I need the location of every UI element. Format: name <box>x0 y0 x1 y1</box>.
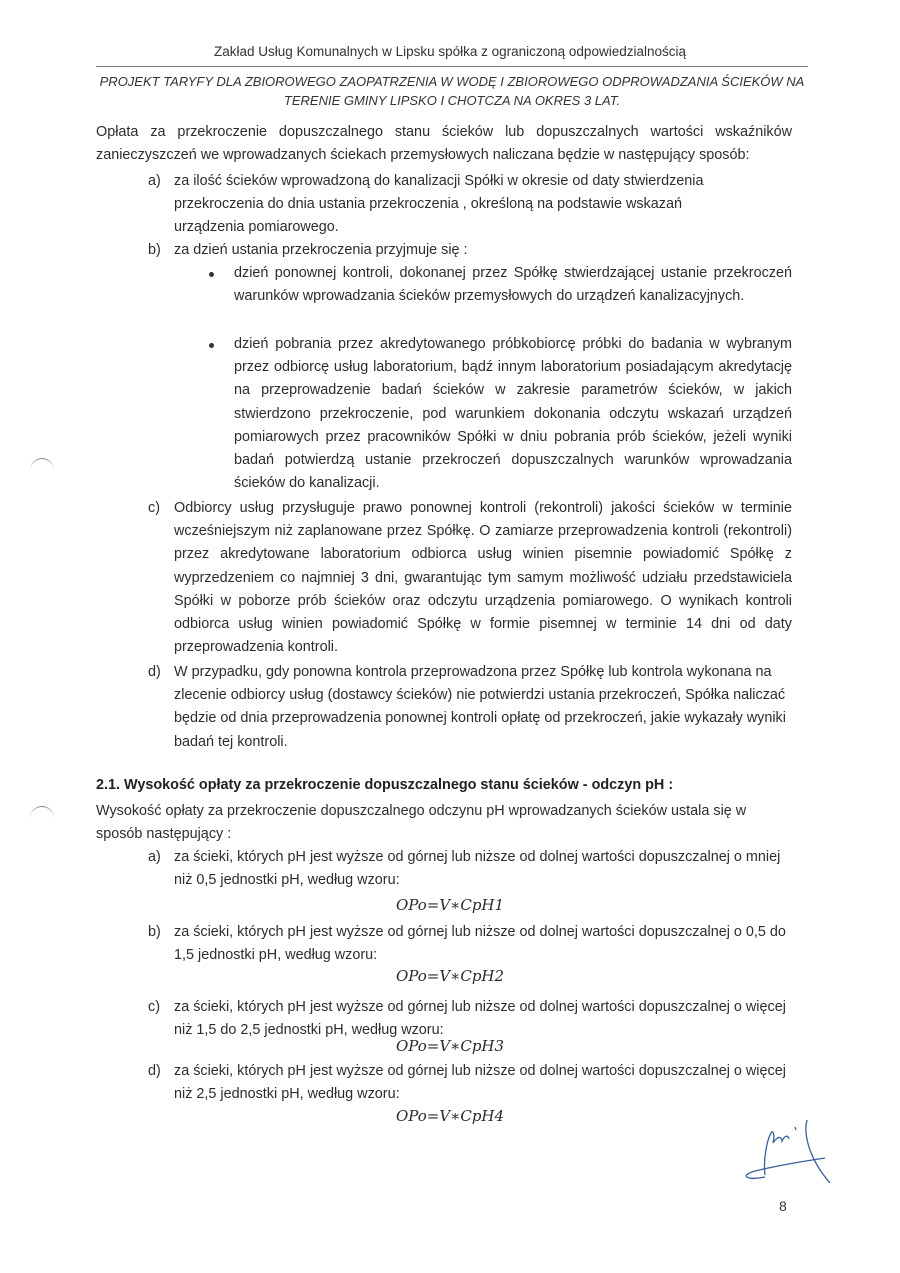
header-project-line-2: TERENIE GMINY LIPSKO I CHOTCZA NA OKRES 3 LAT. <box>283 93 621 108</box>
header-project-line-1: PROJEKT TARYFY DLA ZBIOROWEGO ZAOPATRZENIA W WODĘ I ZBIOROWEGO ODPROWADZANIA ŚCIEKÓW NA <box>99 74 805 89</box>
list-marker: d) <box>148 1063 161 1079</box>
list-marker: b) <box>148 242 161 258</box>
list-item-text: za dzień ustania przekroczenia przyjmuje się : <box>174 242 468 258</box>
list-item <box>96 239 792 262</box>
list-marker: a) <box>148 173 161 189</box>
list-item-text: za ścieki, których pH jest wyższe od górnej lub niższe od dolnej wartości dopuszczalnej o mniej niż 0,5 jednostki pH, według wzoru: <box>174 849 781 889</box>
list-item <box>96 170 792 240</box>
list-item-text: za ścieki, których pH jest wyższe od górnej lub niższe od dolnej wartości dopuszczalnej o 0,5 do 1,5 jednostki pH, według wzoru: <box>174 924 786 964</box>
bullet-text: dzień ponownej kontroli, dokonanej przez Spółkę stwierdzającej ustanie przekroczeń warunków wprowadzania ścieków przemysłowych do urządzeń kanalizacyjnych. <box>234 265 792 305</box>
list-item <box>96 996 792 1042</box>
bullet-text: dzień pobrania przez akredytowanego próbkobiorcę próbki do badania w wybranym przez odbiorcę usług laboratorium, bądź innym laboratorium posiadającym akredytację na przeprowadzenie badań ścieków w zakresie parametrów ścieków, w jakich stwierdzono przekroczenie, pod warunkiem dokonania odczytu wskazań urządzeń pomiarowych przez pracowników Spółki w dniu pobrania prób ścieków, jeżeli wyniki badań potwierdzą ustanie przekroczeń dopuszczalnych warunków wprowadzania ścieków do kanalizacji. <box>234 336 792 492</box>
formula-cph2: OPo=V∗CpH2 <box>395 967 505 985</box>
list-item-text: za ilość ścieków wprowadzoną do kanalizacji Spółki w okresie od daty stwierdzenia przekroczenia do dnia ustania przekroczenia , określoną na podstawie wskazań urządzenia pomiarowego. <box>174 173 704 236</box>
list-item-text: za ścieki, których pH jest wyższe od górnej lub niższe od dolnej wartości dopuszczalnej o więcej niż 1,5 do 2,5 jednostki pH, według wzoru: <box>174 999 786 1039</box>
list-item-text: Odbiorcy usług przysługuje prawo ponownej kontroli (rekontroli) jakości ścieków w terminie wcześniejszym niż zaplanowane przez Spółkę. O zamiarze przeprowadzenia kontroli (rekontroli) przez akredytowane laboratorium odbiorca usług winien pisemnie powiadomić Spółkę z wyprzedzeniem co najmniej 3 dni, gwarantując tym samym możliwość udziału przedstawiciela Spółki w poborze prób ścieków oraz odczytu urządzenia pomiarowego. O wynikach kontroli odbiorca usług winien powiadomić Spółkę w formie pisemnej w terminie 14 dni od daty przeprowadzenia kontroli. <box>174 500 792 656</box>
list-item <box>96 846 792 892</box>
list-marker: c) <box>148 999 160 1015</box>
section-intro: Wysokość opłaty za przekroczenie dopuszczalnego odczynu pH wprowadzanych ścieków ustala się w sposób następujący : <box>96 803 747 843</box>
formula-cph4: OPo=V∗CpH4 <box>395 1107 505 1125</box>
bullet-icon <box>209 343 214 348</box>
list-item <box>96 921 792 967</box>
formula-cph3: OPo=V∗CpH3 <box>395 1037 505 1055</box>
section-heading: 2.1. Wysokość opłaty za przekroczenie dopuszczalnego stanu ścieków - odczyn pH : <box>96 777 674 793</box>
list-item <box>96 1060 792 1106</box>
list-item-text: za ścieki, których pH jest wyższe od górnej lub niższe od dolnej wartości dopuszczalnej o więcej niż 2,5 jednostki pH, według wzoru: <box>174 1063 786 1103</box>
signature-icon <box>735 1115 845 1190</box>
punch-hole-mark <box>30 806 54 831</box>
punch-hole-mark <box>30 458 54 483</box>
list-item <box>96 497 792 659</box>
bullet-icon <box>209 272 214 277</box>
list-marker: c) <box>148 500 160 516</box>
list-marker: d) <box>148 664 161 680</box>
page-number: 8 <box>779 1198 787 1214</box>
header-company-name: Zakład Usług Komunalnych w Lipsku spółka z ograniczoną odpowiedzialnością <box>213 44 686 59</box>
header-divider <box>96 66 808 67</box>
list-marker: b) <box>148 924 161 940</box>
bullet-item <box>206 333 792 495</box>
list-marker: a) <box>148 849 161 865</box>
header-project-title <box>90 72 814 110</box>
bullet-item <box>206 262 792 308</box>
intro-paragraph: Opłata za przekroczenie dopuszczalnego stanu ścieków lub dopuszczalnych wartości wskaźników zanieczyszczeń we wprowadzanych ściekach przemysłowych naliczana będzie w następujący sposób: <box>96 124 792 164</box>
formula-cph1: OPo=V∗CpH1 <box>395 896 505 914</box>
list-item-text: W przypadku, gdy ponowna kontrola przeprowadzona przez Spółkę lub kontrola wykonana na zlecenie odbiorcy usług (dostawcy ścieków) nie potwierdzi ustania przekroczeń, Spółka naliczać będzie od dnia przeprowadzenia ponownej kontroli opłatę od przekroczeń, jakie wykazały wyniki badań tej kontroli. <box>174 664 786 750</box>
list-item <box>96 661 792 754</box>
